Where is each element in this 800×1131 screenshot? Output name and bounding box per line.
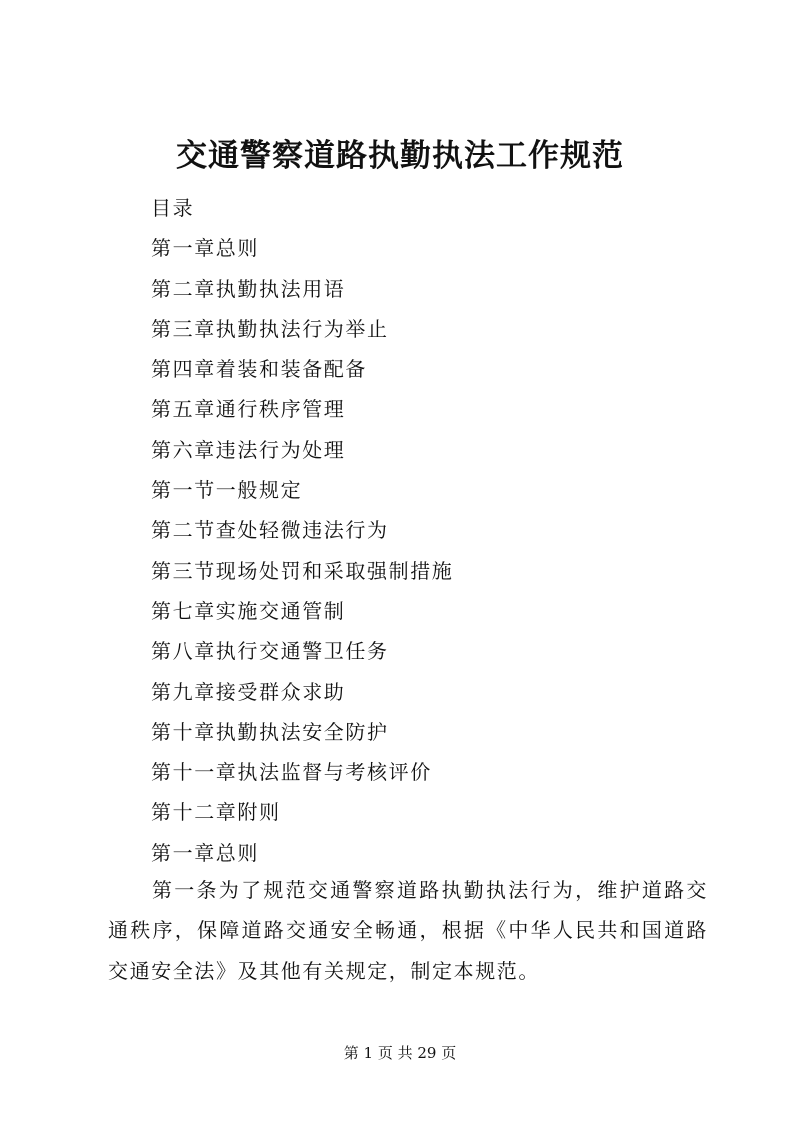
toc-line: 第七章实施交通管制 xyxy=(151,598,346,623)
toc-line: 第五章通行秩序管理 xyxy=(151,397,346,422)
toc-line: 第十二章附则 xyxy=(151,800,281,825)
toc-line: 目录 xyxy=(151,196,195,220)
page-number: 第 1 页 共 29 页 xyxy=(343,1044,457,1062)
toc-line: 第一节一般规定 xyxy=(151,478,303,503)
article-paragraph: 第一条为了规范交通警察道路执勤执法行为，维护道路交通秩序，保障道路交通安全畅通，根据《中华人民共和国道路交通安全法》及其他有关规定，制定本规范。 xyxy=(108,878,708,983)
toc-line: 第九章接受群众求助 xyxy=(151,679,346,704)
toc-line: 第四章着装和装备配备 xyxy=(151,357,367,382)
section-heading: 第一章总则 xyxy=(151,840,259,865)
toc-line: 第十一章执法监督与考核评价 xyxy=(151,760,432,785)
document-title: 交通警察道路执勤执法工作规范 xyxy=(176,138,624,174)
toc-line: 第二章执勤执法用语 xyxy=(151,276,346,301)
toc-line: 第二节查处轻微违法行为 xyxy=(151,518,389,543)
toc-line: 第一章总则 xyxy=(151,236,259,261)
toc-line: 第十章执勤执法安全防护 xyxy=(151,719,389,744)
toc-line: 第八章执行交通警卫任务 xyxy=(151,639,389,664)
toc-line: 第三章执勤执法行为举止 xyxy=(151,316,389,341)
table-of-contents xyxy=(151,188,453,873)
toc-line: 第六章违法行为处理 xyxy=(151,437,346,462)
toc-line: 第三节现场处罚和采取强制措施 xyxy=(151,558,454,583)
